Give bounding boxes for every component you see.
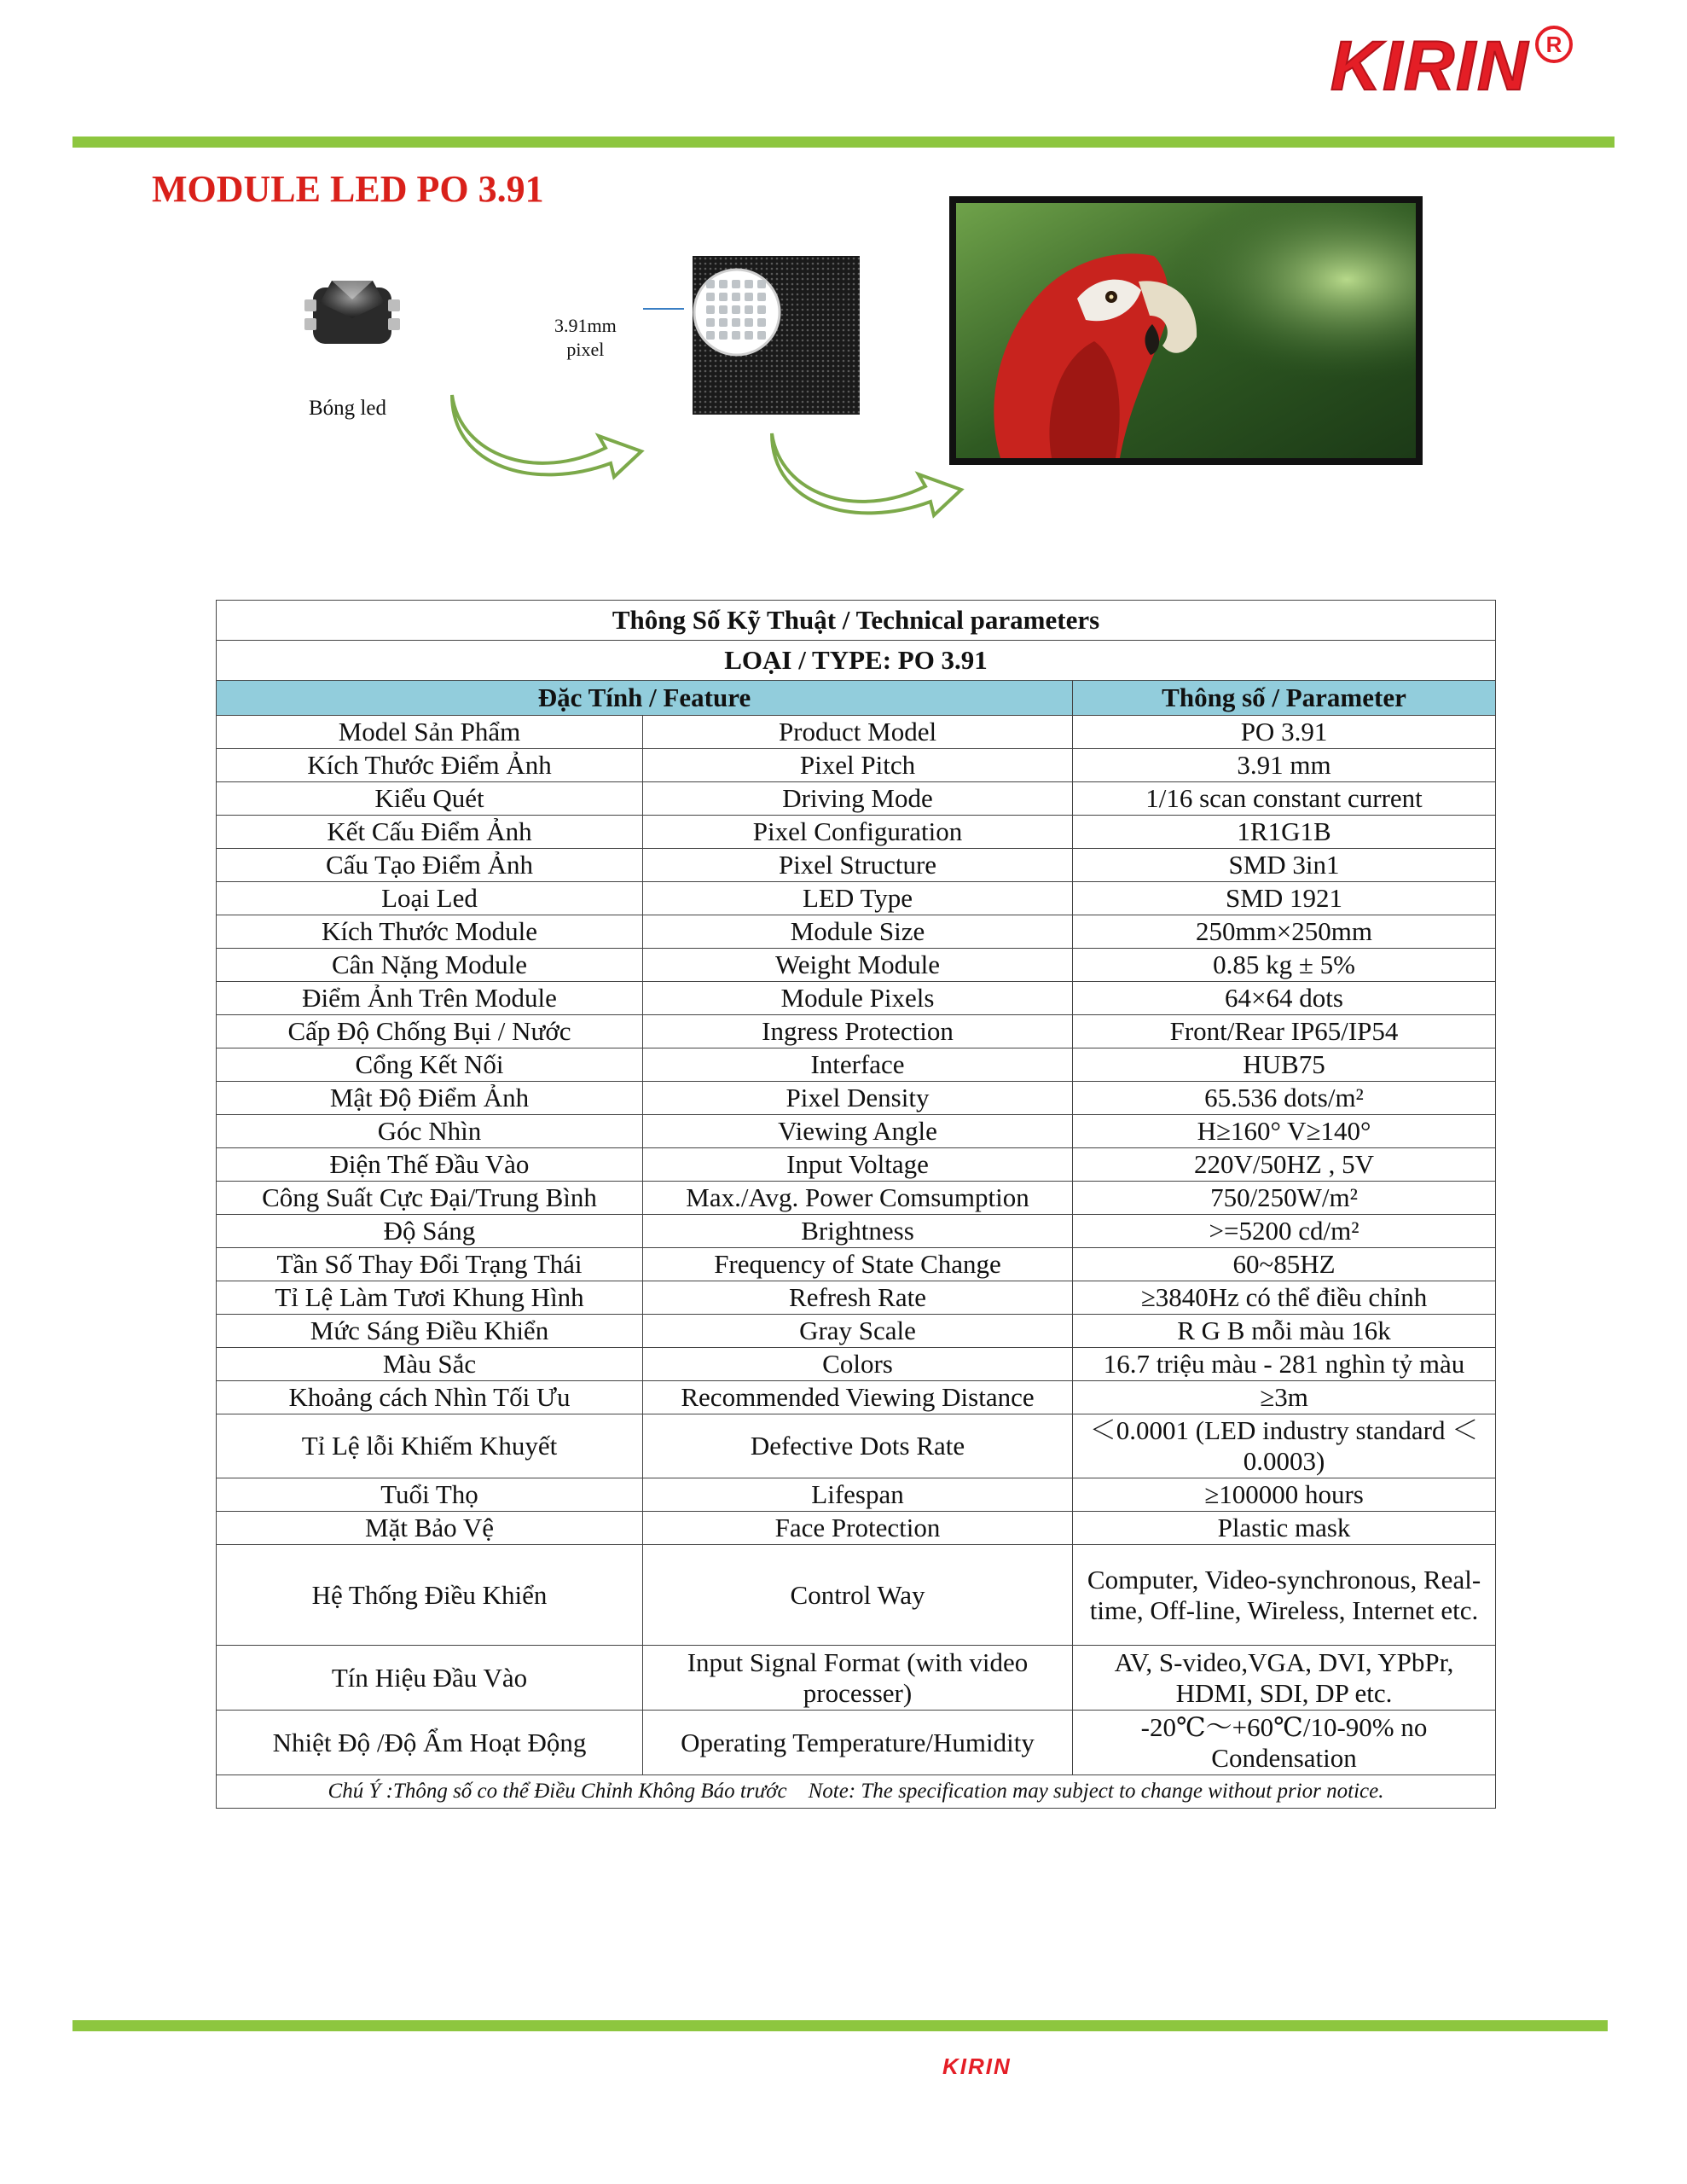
feature-en-cell: Input Signal Format (with video processer) [643, 1646, 1073, 1711]
parameter-value-cell: 250mm×250mm [1073, 915, 1496, 949]
table-row [217, 1115, 1496, 1148]
feature-en-cell: Max./Avg. Power Comsumption [643, 1182, 1073, 1215]
feature-en-cell: Ingress Protection [643, 1015, 1073, 1048]
feature-en-cell: Colors [643, 1348, 1073, 1381]
feature-vi-cell: Nhiệt Độ /Độ Ẩm Hoạt Động [217, 1711, 643, 1775]
feature-vi-cell: Điện Thế Đầu Vào [217, 1148, 643, 1182]
spec-table [216, 600, 1496, 1809]
feature-en-cell: Driving Mode [643, 782, 1073, 816]
table-row [217, 1545, 1496, 1646]
led-screen-image [949, 196, 1423, 465]
pixel-pitch-unit: pixel [566, 339, 605, 360]
feature-en-cell: Control Way [643, 1545, 1073, 1646]
footer-divider [72, 2020, 1608, 2031]
table-row [217, 782, 1496, 816]
feature-en-cell: Recommended Viewing Distance [643, 1381, 1073, 1414]
table-row [217, 982, 1496, 1015]
feature-vi-cell: Tỉ Lệ Làm Tươi Khung Hình [217, 1281, 643, 1315]
page-title: MODULE LED PO 3.91 [152, 168, 544, 210]
feature-en-cell: Module Size [643, 915, 1073, 949]
table-row [217, 1414, 1496, 1478]
parameter-value-cell: Front/Rear IP65/IP54 [1073, 1015, 1496, 1048]
feature-en-cell: Lifespan [643, 1478, 1073, 1512]
table-row [217, 1315, 1496, 1348]
feature-en-cell: Brightness [643, 1215, 1073, 1248]
parameter-value-cell: ＜0.0001 (LED industry standard ＜0.0003) [1073, 1414, 1496, 1478]
table-row [217, 1348, 1496, 1381]
feature-vi-cell: Cân Nặng Module [217, 949, 643, 982]
feature-en-cell: LED Type [643, 882, 1073, 915]
parameter-value-cell: ≥100000 hours [1073, 1478, 1496, 1512]
feature-vi-cell: Mặt Bảo Vệ [217, 1512, 643, 1545]
table-row [217, 1512, 1496, 1545]
footer-logo: KIRIN [942, 2053, 1012, 2079]
feature-vi-cell: Màu Sắc [217, 1348, 643, 1381]
parameter-value-cell: 220V/50HZ , 5V [1073, 1148, 1496, 1182]
parameter-value-cell: R G B mỗi màu 16k [1073, 1315, 1496, 1348]
feature-vi-cell: Điểm Ảnh Trên Module [217, 982, 643, 1015]
parameter-value-cell: 64×64 dots [1073, 982, 1496, 1015]
parameter-value-cell: 16.7 triệu màu - 281 nghìn tỷ màu [1073, 1348, 1496, 1381]
led-chip-image [301, 269, 403, 354]
parameter-value-cell: 65.536 dots/m² [1073, 1082, 1496, 1115]
feature-en-cell: Viewing Angle [643, 1115, 1073, 1148]
feature-vi-cell: Khoảng cách Nhìn Tối Ưu [217, 1381, 643, 1414]
table-row [217, 915, 1496, 949]
registered-mark: R [1535, 26, 1573, 63]
parameter-value-cell: 750/250W/m² [1073, 1182, 1496, 1215]
feature-vi-cell: Kiểu Quét [217, 782, 643, 816]
table-row [217, 1381, 1496, 1414]
table-row [217, 849, 1496, 882]
feature-header: Đặc Tính / Feature [217, 681, 1073, 716]
parameter-value-cell: >=5200 cd/m² [1073, 1215, 1496, 1248]
table-row [217, 1478, 1496, 1512]
table-row [217, 1182, 1496, 1215]
feature-vi-cell: Loại Led [217, 882, 643, 915]
feature-vi-cell: Mật Độ Điểm Ảnh [217, 1082, 643, 1115]
parameter-value-cell: ≥3m [1073, 1381, 1496, 1414]
feature-en-cell: Pixel Pitch [643, 749, 1073, 782]
parameter-value-cell: 0.85 kg ± 5% [1073, 949, 1496, 982]
feature-en-cell: Module Pixels [643, 982, 1073, 1015]
parameter-value-cell: PO 3.91 [1073, 716, 1496, 749]
spec-note: Chú Ý :Thông số co thể Điều Chỉnh Không Báo trước Note: The specification may subject to change without prior notice. [217, 1775, 1496, 1809]
feature-en-cell: Weight Module [643, 949, 1073, 982]
table-row [217, 1281, 1496, 1315]
curved-arrow-icon [763, 427, 968, 520]
table-row [217, 1082, 1496, 1115]
table-row [217, 716, 1496, 749]
led-module-image [693, 256, 860, 415]
note-row [217, 1775, 1496, 1809]
table-row [217, 1646, 1496, 1711]
parameter-value-cell: SMD 3in1 [1073, 849, 1496, 882]
feature-vi-cell: Góc Nhìn [217, 1115, 643, 1148]
parameter-value-cell: SMD 1921 [1073, 882, 1496, 915]
parameter-value-cell: 3.91 mm [1073, 749, 1496, 782]
pixel-pitch-value: 3.91mm [554, 315, 617, 336]
parameter-value-cell: HUB75 [1073, 1048, 1496, 1082]
feature-vi-cell: Tuổi Thọ [217, 1478, 643, 1512]
feature-en-cell: Pixel Density [643, 1082, 1073, 1115]
feature-en-cell: Product Model [643, 716, 1073, 749]
type-row [217, 641, 1496, 681]
feature-vi-cell: Công Suất Cực Đại/Trung Bình [217, 1182, 643, 1215]
parameter-value-cell: H≥160° V≥140° [1073, 1115, 1496, 1148]
type-line: LOẠI / TYPE: PO 3.91 [217, 641, 1496, 681]
feature-en-cell: Operating Temperature/Humidity [643, 1711, 1073, 1775]
parameter-value-cell: Plastic mask [1073, 1512, 1496, 1545]
feature-vi-cell: Tín Hiệu Đầu Vào [217, 1646, 643, 1711]
table-row [217, 882, 1496, 915]
table-title: Thông Số Kỹ Thuật / Technical parameters [217, 601, 1496, 641]
feature-vi-cell: Kích Thước Module [217, 915, 643, 949]
pixel-pitch-label [554, 314, 617, 362]
parameter-value-cell: -20℃～+60℃/10-90% no Condensation [1073, 1711, 1496, 1775]
parameter-value-cell: AV, S-video,VGA, DVI, YPbPr, HDMI, SDI, DP etc. [1073, 1646, 1496, 1711]
feature-vi-cell: Cổng Kết Nối [217, 1048, 643, 1082]
feature-en-cell: Gray Scale [643, 1315, 1073, 1348]
feature-vi-cell: Độ Sáng [217, 1215, 643, 1248]
table-row [217, 1215, 1496, 1248]
table-title-row [217, 601, 1496, 641]
feature-vi-cell: Hệ Thống Điều Khiển [217, 1545, 643, 1646]
table-row [217, 1711, 1496, 1775]
feature-en-cell: Pixel Configuration [643, 816, 1073, 849]
feature-vi-cell: Kích Thước Điểm Ảnh [217, 749, 643, 782]
parameter-value-cell: Computer, Video-synchronous, Real-time, Off-line, Wireless, Internet etc. [1073, 1545, 1496, 1646]
header-divider [72, 136, 1615, 148]
feature-vi-cell: Cấu Tạo Điểm Ảnh [217, 849, 643, 882]
table-row [217, 816, 1496, 849]
feature-vi-cell: Kết Cấu Điểm Ảnh [217, 816, 643, 849]
table-row [217, 949, 1496, 982]
feature-en-cell: Defective Dots Rate [643, 1414, 1073, 1478]
led-label: Bóng led [309, 397, 386, 420]
feature-vi-cell: Mức Sáng Điều Khiển [217, 1315, 643, 1348]
feature-en-cell: Face Protection [643, 1512, 1073, 1545]
parameter-value-cell: 1/16 scan constant current [1073, 782, 1496, 816]
feature-en-cell: Pixel Structure [643, 849, 1073, 882]
feature-vi-cell: Tần Số Thay Đổi Trạng Thái [217, 1248, 643, 1281]
feature-en-cell: Input Voltage [643, 1148, 1073, 1182]
parameter-header: Thông số / Parameter [1073, 681, 1496, 716]
table-row [217, 1015, 1496, 1048]
kirin-logo: KIRIN [1330, 27, 1530, 105]
feature-en-cell: Frequency of State Change [643, 1248, 1073, 1281]
parameter-value-cell: 60~85HZ [1073, 1248, 1496, 1281]
parameter-value-cell: 1R1G1B [1073, 816, 1496, 849]
table-row [217, 1248, 1496, 1281]
curved-arrow-icon [443, 388, 648, 482]
feature-en-cell: Interface [643, 1048, 1073, 1082]
feature-vi-cell: Cấp Độ Chống Bụi / Nước [217, 1015, 643, 1048]
parameter-value-cell: ≥3840Hz có thể điều chỉnh [1073, 1281, 1496, 1315]
table-row [217, 749, 1496, 782]
feature-en-cell: Refresh Rate [643, 1281, 1073, 1315]
feature-vi-cell: Tỉ Lệ lỗi Khiếm Khuyết [217, 1414, 643, 1478]
feature-vi-cell: Model Sản Phẩm [217, 716, 643, 749]
table-row [217, 1048, 1496, 1082]
table-row [217, 1148, 1496, 1182]
column-header-row [217, 681, 1496, 716]
